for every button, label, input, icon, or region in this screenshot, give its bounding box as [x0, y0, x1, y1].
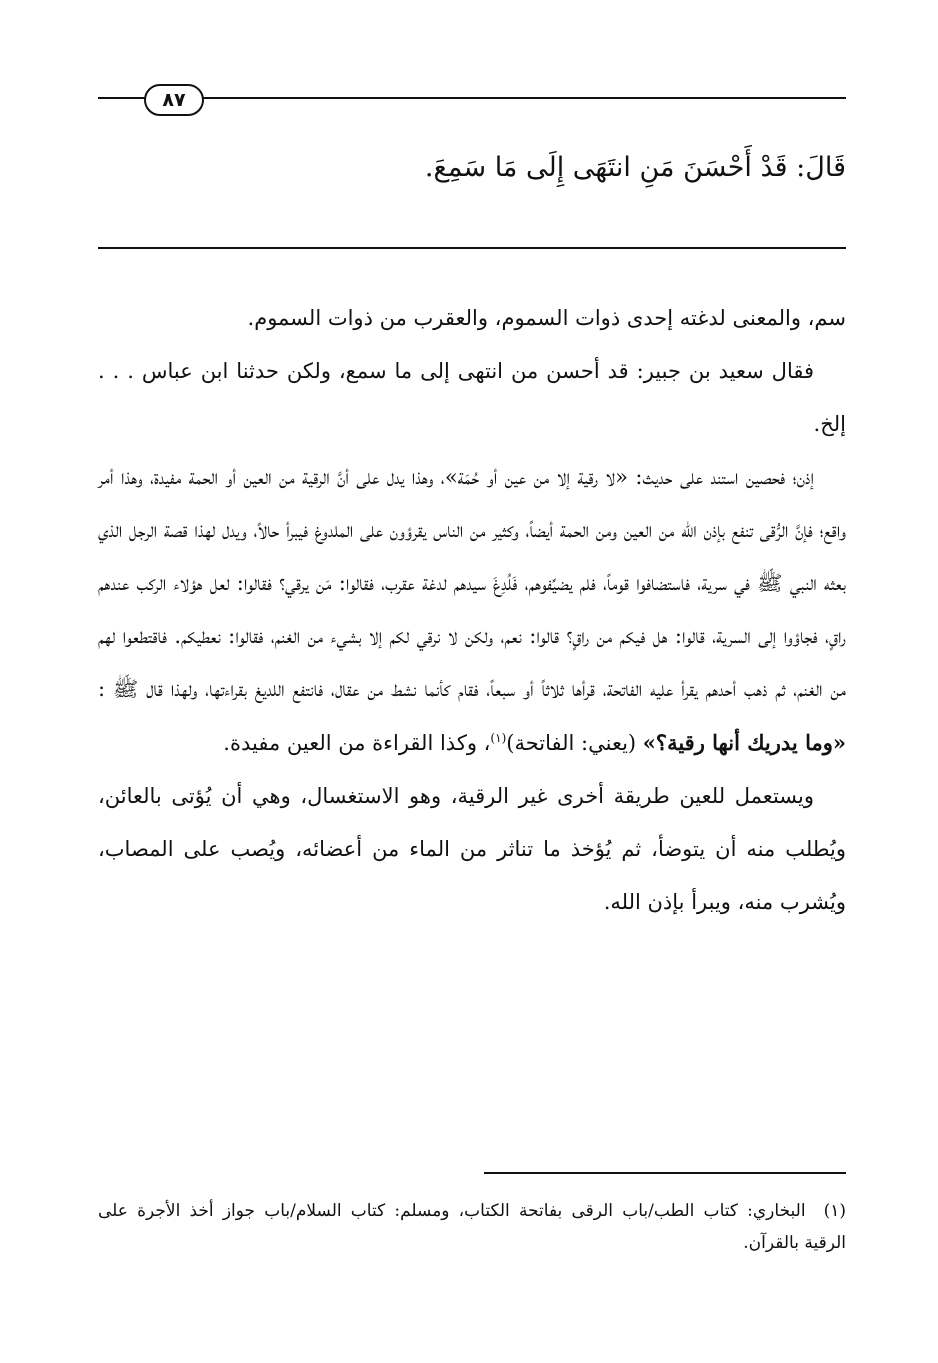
- footnote-text: البخاري: كتاب الطب/باب الرقى بفاتحة الكتاب، ومسلم: كتاب السلام/باب جواز أخذ الأجرة على الرقية بالقرآن.: [98, 1201, 846, 1253]
- paragraph-2: فقال سعيد بن جبير: قد أحسن من انتهى إلى ما سمع، ولكن حدثنا ابن عباس . . . إلخ.: [98, 359, 846, 436]
- paragraph-3: [98, 451, 846, 770]
- header-rule: [98, 97, 846, 99]
- quoted-statement: قَالَ: قَدْ أَحْسَنَ مَنِ انتَهَى إِلَى مَا سَمِعَ.: [424, 152, 846, 183]
- section-divider: [98, 247, 846, 249]
- footnote-reference[interactable]: (١): [490, 731, 507, 745]
- footnote-rule: [484, 1172, 846, 1174]
- footnote-marker: (١): [823, 1201, 846, 1221]
- paragraph-3-aside: (يعني: الفاتحة): [506, 731, 643, 755]
- paragraph-1: سم، والمعنى لدغته إحدى ذوات السموم، والعقرب من ذوات السموم.: [247, 306, 846, 330]
- page-number: ٨٧: [144, 84, 204, 116]
- paragraph-3-end: ، وكذا القراءة من العين مفيدة.: [223, 731, 491, 755]
- footnote: [98, 1195, 846, 1259]
- body-text: [98, 292, 846, 929]
- paragraph-3-text: إذن؛ فحصين استند على حديث: «لا رقية إلا من عين أو حُمَة»، وهذا يدل على أنَّ الرقية من العين أو الحمة مفيدة، وهذا أمر واقع؛ فإنَّ الرُّقى تنفع بإذن الله من العين ومن الحمة أيضاً، وكثير من الناس يقرؤون على الملدوغ فيبرأ حالاً، ويدل لهذا قصة الرجل الذي بعثه النبي ﷺ في سرية، فاستضافوا قوماً، فلم يضيِّفوهم، فَلُدِغَ سيدهم لدغة عقرب، فقالوا: مَن يرقي؟ فقالوا: لعل هؤلاء الركب عندهم راقٍ، فجاؤوا إلى السرية، قالوا: هل فيكم من راقٍ؟ قالوا: نعم، ولكن لا نرقي لكم إلا بشيء من الغنم، فقالوا: نعطيكم. فاقتطعوا لهم من الغنم، ثم ذهب أحدهم يقرأ عليه الفاتحة، قرأها ثلاثاً أو سبعاً، فقام كأنما نشط من عقال، فانتفع اللديغ بقراءتها، ولهذا قال ﷺ :: [98, 465, 846, 701]
- hadith-quote: «وما يدريك أنها رقية؟»: [642, 730, 846, 755]
- paragraph-4: ويستعمل للعين طريقة أخرى غير الرقية، وهو الاستغسال، وهي أن يُؤتى بالعائن، ويُطلب منه أن يتوضأ، ثم يُؤخذ ما تناثر من الماء من أعضائه، ويُصب على المصاب، ويُشرب منه، ويبرأ بإذن الله.: [98, 784, 847, 914]
